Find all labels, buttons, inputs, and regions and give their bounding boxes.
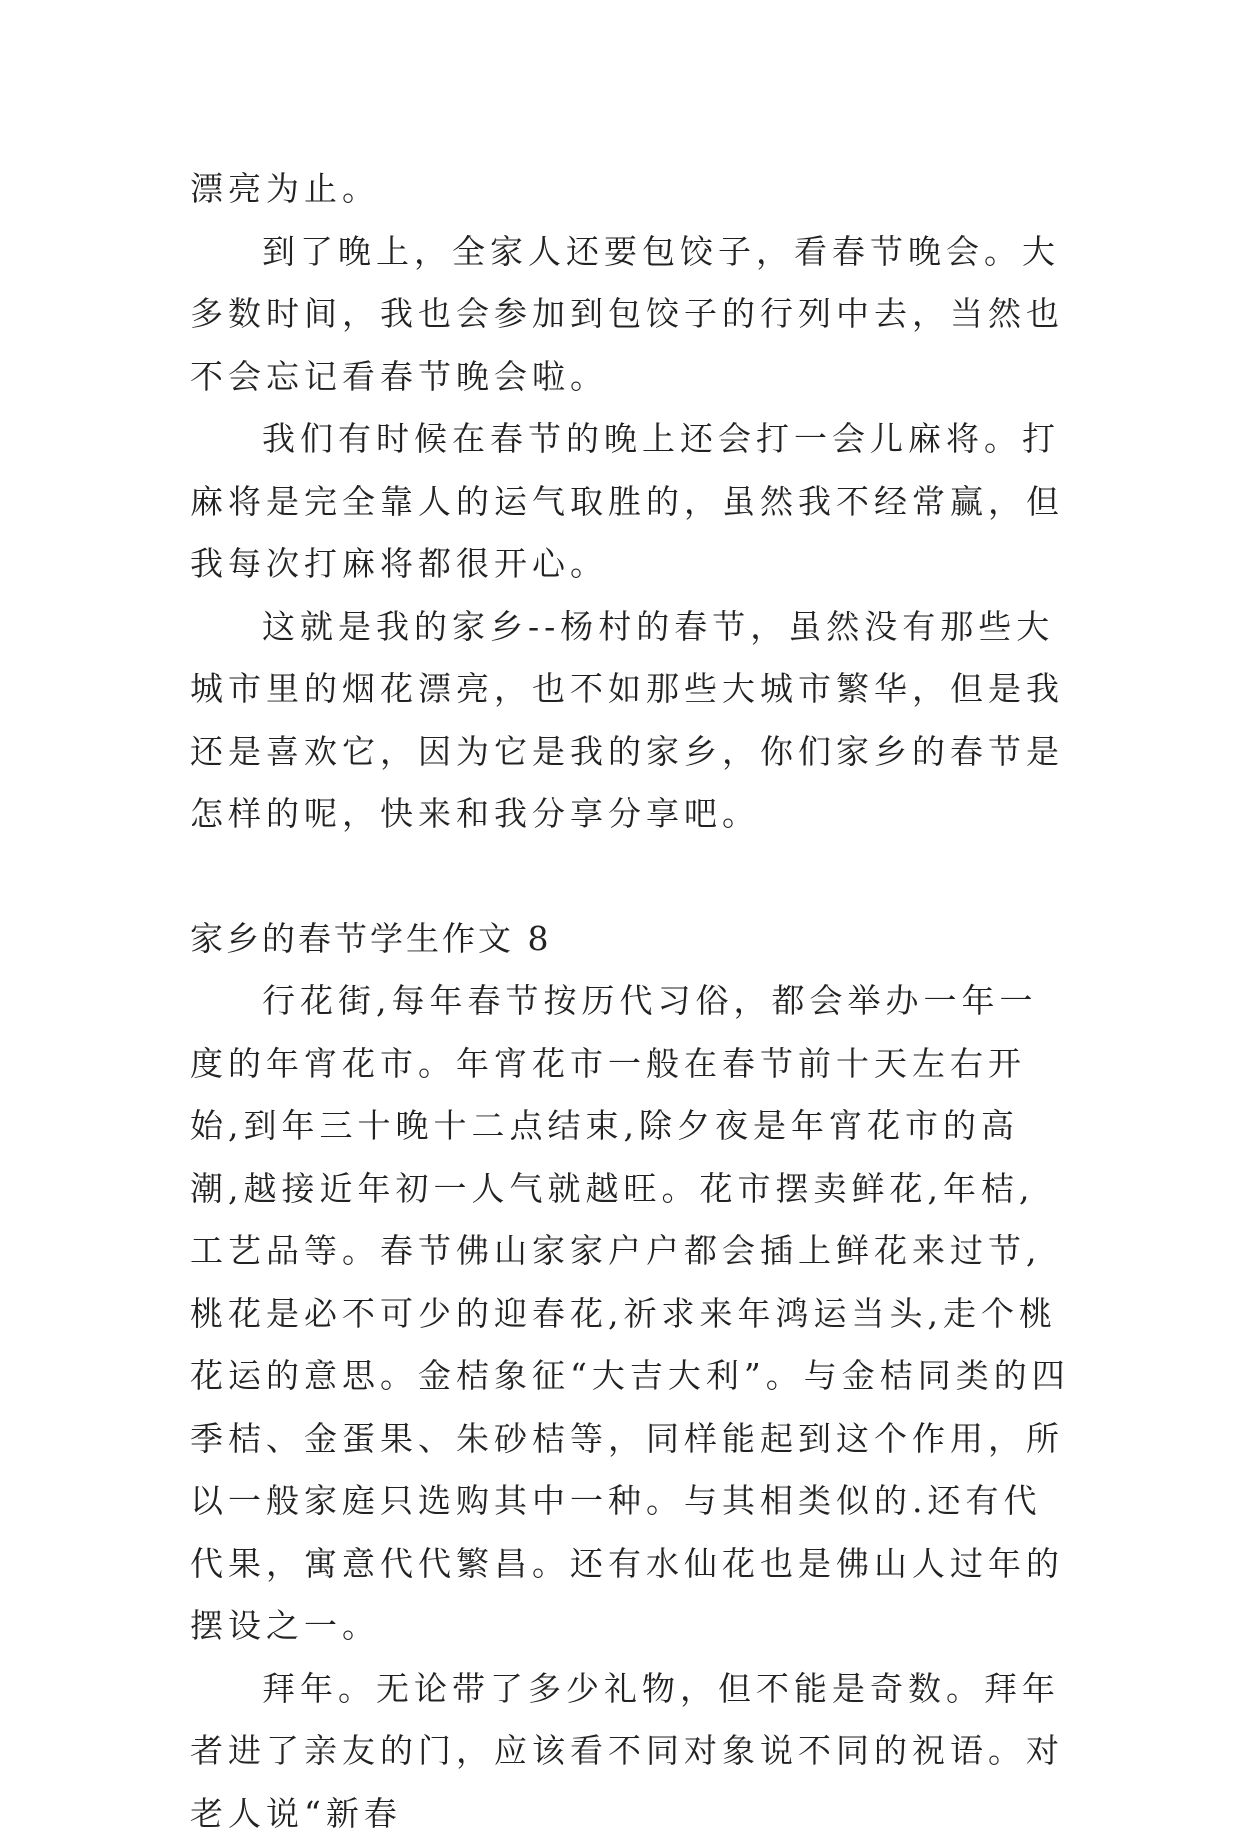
paragraph-conclusion: 这就是我的家乡--杨村的春节，虽然没有那些大城市里的烟花漂亮，也不如那些大城市繁华，但是我还是喜欢它，因为它是我的家乡，你们家乡的春节是怎样的呢，快来和我分享分享吧。 (190, 596, 1070, 846)
paragraph-evening: 到了晚上，全家人还要包饺子，看春节晚会。大多数时间，我也会参加到包饺子的行列中去，当然也不会忘记看春节晚会啦。 (190, 221, 1070, 409)
paragraph-continuation: 漂亮为止。 (190, 158, 1070, 221)
section-title: 家乡的春节学生作文 8 (190, 908, 1070, 971)
paragraph-flower-market: 行花街,每年春节按历代习俗，都会举办一年一度的年宵花市。年宵花市一般在春节前十天左右开始,到年三十晚十二点结束,除夕夜是年宵花市的高潮,越接近年初一人气就越旺。花市摆卖鲜花,年桔,工艺品等。春节佛山家家户户都会插上鲜花来过节,桃花是必不可少的迎春花,祈求来年鸿运当头,走个桃花运的意思。金桔象征“大吉大利”。与金桔同类的四季桔、金蛋果、朱砂桔等，同样能起到这个作用，所以一般家庭只选购其中一种。与其相类似的.还有代代果，寓意代代繁昌。还有水仙花也是佛山人过年的摆设之一。 (190, 970, 1070, 1658)
paragraph-new-year-visit: 拜年。无论带了多少礼物，但不能是奇数。拜年者进了亲友的门，应该看不同对象说不同的祝语。对老人说“新春 (190, 1658, 1070, 1845)
paragraph-mahjong: 我们有时候在春节的晚上还会打一会儿麻将。打麻将是完全靠人的运气取胜的，虽然我不经常赢，但我每次打麻将都很开心。 (190, 408, 1070, 596)
document-body (190, 158, 1070, 1845)
section-gap (190, 846, 1070, 908)
